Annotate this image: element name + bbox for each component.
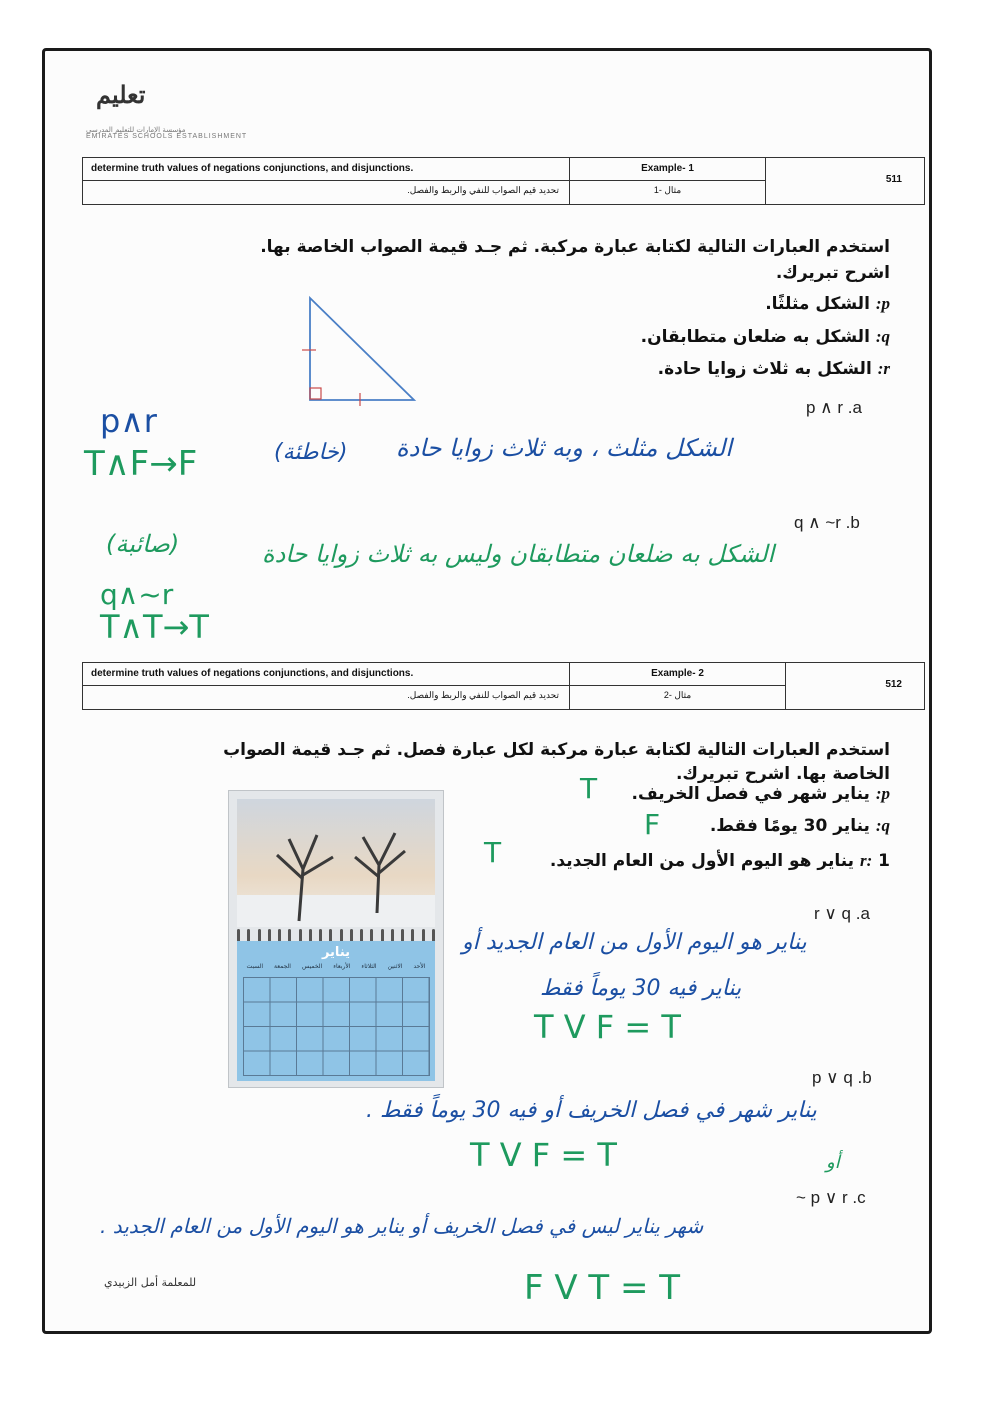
objective-en: determine truth values of negations conjunctions, and disjunctions. [91, 668, 414, 679]
page-number: 512 [885, 679, 902, 690]
calendar-day: الاثنين [387, 963, 403, 970]
logo-title: تعليم [96, 80, 146, 109]
hw-p-mark: T [580, 772, 598, 805]
hw-c-evaluation: F V T = T [524, 1268, 681, 1308]
hw-b-note: (صائبة) [106, 530, 180, 558]
calendar-day: الأربعاء [333, 963, 351, 970]
page-number: 511 [885, 174, 902, 185]
statement-text: الشكل مثلثًا. [765, 294, 870, 314]
statement-var: q: [875, 816, 890, 835]
hw-c-or: أو [826, 1152, 840, 1173]
statement-p [632, 784, 890, 804]
calendar-day: الثلاثاء [361, 963, 377, 970]
example-ar: مثال -1 [653, 185, 682, 195]
calendar-image [228, 790, 444, 1088]
statement-text: الشكل به ضلعان متطابقان. [640, 327, 870, 347]
example-ar: مثال -2 [663, 690, 692, 700]
logo-org-ar: مؤسسة الإمارات للتعليم المدرسي [86, 126, 186, 134]
objective-ar: تحديد قيم الصواب للنفي والربط والفصل. [407, 690, 559, 700]
hw-a-evaluation: T∧F→F [84, 444, 198, 484]
statement-var: q: [875, 327, 890, 346]
section1-instruction: استخدم العبارات التالية لكتابة عبارة مركبة. ثم جـد قيمة الصواب الخاصة بها. اشرح تبريرك. [260, 237, 890, 283]
hw-b-expression: q∧~r [100, 578, 174, 611]
hw-a-line2: يناير فيه 30 يوماً فقط [540, 976, 742, 1001]
hw-a-sentence: الشكل مثلث ، وبه ثلاث زوايا حادة [396, 434, 732, 462]
statement-q [710, 816, 890, 836]
statement-r [658, 359, 890, 379]
objective-cell [83, 663, 570, 709]
calendar-month: يناير [321, 945, 351, 960]
section1-header [82, 157, 925, 205]
example-cell [570, 663, 786, 709]
example-en: Example- 2 [651, 668, 704, 679]
statement-r [550, 851, 890, 871]
teacher-note: للمعلمة أمل الزبيدي [104, 1276, 197, 1289]
calendar-day: الأحد [413, 963, 426, 970]
hw-a-note: (خاطئة) [274, 440, 348, 465]
part-c-label: ~ p ∨ r .c [796, 1188, 866, 1207]
statement-var: r: [859, 851, 873, 870]
hw-c-line1: شهر يناير ليس في فصل الخريف أو يناير هو اليوم الأول من العام الجديد . [100, 1214, 704, 1238]
statement-text: الشكل به ثلاث زوايا حادة. [657, 359, 872, 379]
calendar-day: الجمعة [274, 963, 291, 970]
section2-instruction: استخدم العبارات التالية لكتابة عبارة مركبة لكل عبارة فصل. ثم جـد قيمة الصواب الخاصة بها. اشرح تبريرك. [223, 740, 890, 784]
calendar-grid-panel [237, 941, 435, 1081]
statement-p [765, 294, 890, 314]
hw-b-evaluation: T V F = T [470, 1136, 617, 1174]
statement-text: يناير 30 يومًا فقط. [709, 816, 870, 836]
hw-b-sentence: الشكل به ضلعان متطابقان وليس به ثلاث زوايا حادة [262, 540, 775, 568]
part-b-label: p ∨ q .b [812, 1068, 872, 1087]
hw-a-line1: يناير هو اليوم الأول من العام الجديد أو [462, 930, 807, 955]
hw-r-mark: T [484, 836, 502, 869]
tree-icon [237, 799, 435, 927]
header-divider [83, 685, 785, 686]
statement-var: p: [875, 294, 890, 313]
statement-text: 1 يناير هو اليوم الأول من العام الجديد. [549, 851, 890, 871]
header-divider [83, 180, 765, 181]
logo-org-en: EMIRATES SCHOOLS ESTABLISHMENT [86, 133, 248, 140]
hw-a-evaluation: T V F = T [534, 1008, 681, 1046]
hw-b-line1: يناير شهر في فصل الخريف أو فيه 30 يوماً فقط . [366, 1098, 817, 1123]
calendar-day: السبت [246, 963, 264, 970]
part-a-label: r ∨ q .a [814, 904, 870, 923]
example-cell [570, 158, 766, 204]
hw-a-expression: p∧r [100, 402, 157, 440]
hw-b-evaluation: T∧T→T [100, 608, 209, 646]
statement-q [641, 327, 890, 347]
triangle-figure [296, 292, 420, 406]
objective-ar: تحديد قيم الصواب للنفي والربط والفصل. [407, 185, 559, 195]
objective-cell [83, 158, 570, 204]
statement-text: يناير شهر في فصل الخريف. [631, 784, 870, 804]
statement-var: p: [875, 784, 890, 803]
calendar-day: الخميس [301, 963, 323, 970]
part-b-label: q ∧ ~r .b [794, 513, 860, 532]
part-a-label: p ∧ r .a [806, 398, 862, 417]
calendar-grid [243, 977, 430, 1076]
section2-header [82, 662, 925, 710]
calendar-day-headers [241, 963, 431, 970]
objective-en: determine truth values of negations conjunctions, and disjunctions. [91, 163, 414, 174]
example-en: Example- 1 [641, 163, 694, 174]
statement-var: r: [877, 359, 890, 378]
hw-q-mark: F [644, 808, 661, 841]
winter-tree-picture [237, 799, 435, 927]
